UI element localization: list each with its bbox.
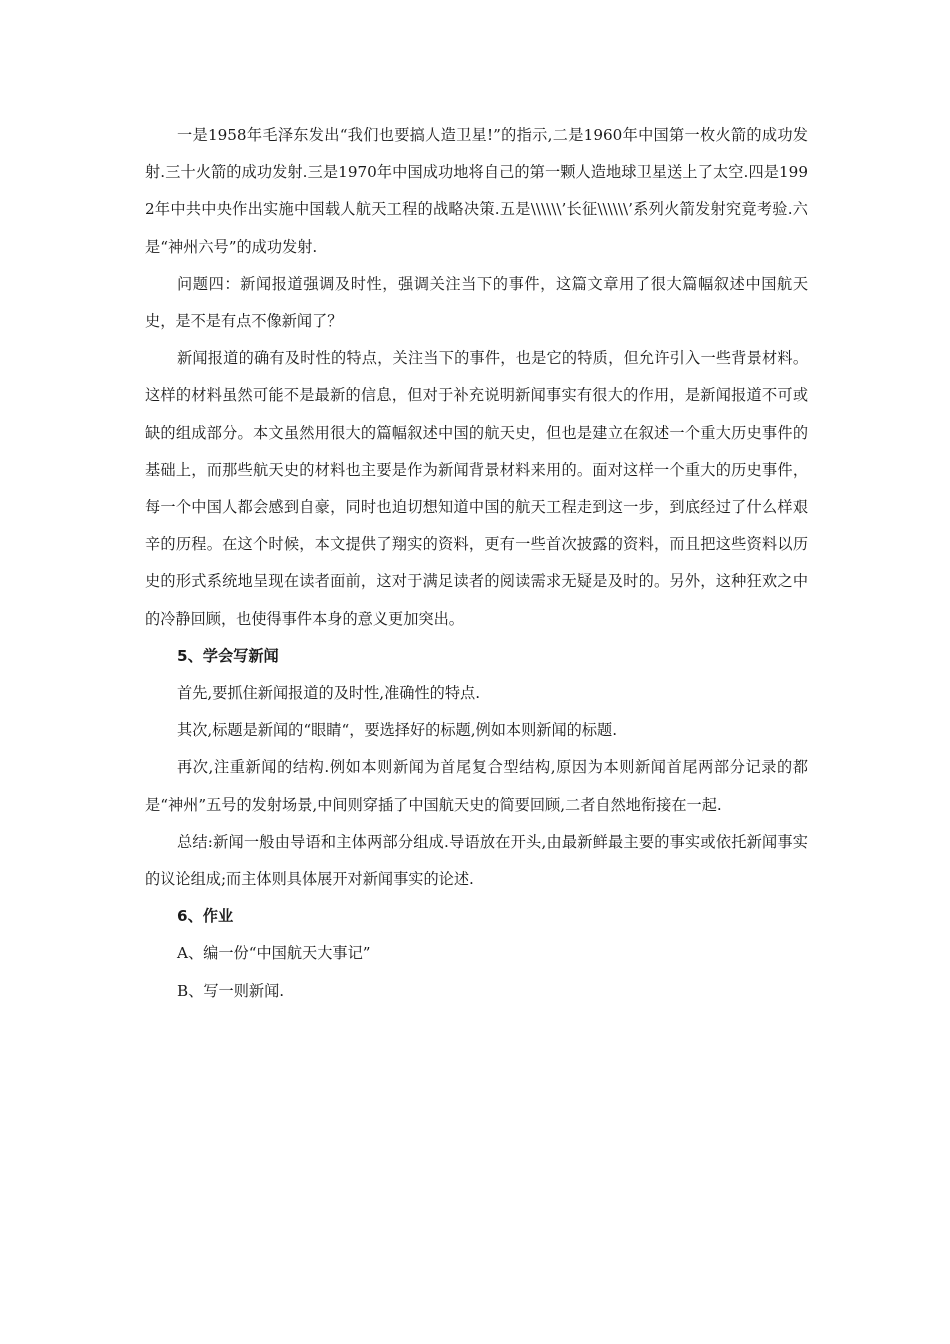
section-heading-learn-news-writing: 5、学会写新闻 <box>177 646 279 665</box>
paragraph-third: 再次,注重新闻的结构.例如本则新闻为首尾复合型结构,原因为本则新闻首尾两部分记录的都是“神州”五号的发射场景,中间则穿插了中国航天史的简要回顾,二者自然地衔接在一起. <box>145 758 808 814</box>
section-heading-homework: 6、作业 <box>177 907 234 926</box>
paragraph-first: 首先,要抓住新闻报道的及时性,准确性的特点. <box>177 684 481 703</box>
paragraph-question-four: 问题四：新闻报道强调及时性，强调关注当下的事件，这篇文章用了很大篇幅叙述中国航天史，是不是有点不像新闻了？ <box>145 274 808 331</box>
paragraph-milestones: 一是1958年毛泽东发出“我们也要搞人造卫星!”的指示,二是1960年中国第一枚火箭的成功发射.三十火箭的成功发射.三是1970年中国成功地将自己的第一颗人造地球卫星送上了太空.四是1992年中共中央作出实施中国载人航天工程的战略决策.五是\\\\\\’长征\\\\\\’系列火箭发射究竟考验.六是“神州六号”的成功发射. <box>145 126 808 256</box>
paragraph-summary: 总结:新闻一般由导语和主体两部分组成.导语放在开头,由最新鲜最主要的事实或依托新闻事实的议论组成;而主体则具体展开对新闻事实的论述. <box>145 832 808 889</box>
paragraph-second: 其次,标题是新闻的“眼睛“，要选择好的标题,例如本则新闻的标题. <box>177 721 618 740</box>
homework-item-b: B、写一则新闻. <box>177 981 285 1000</box>
homework-item-a: A、编一份“中国航天大事记” <box>177 944 371 963</box>
paragraph-answer-four: 新闻报道的确有及时性的特点，关注当下的事件，也是它的特质，但允许引入一些背景材料。这样的材料虽然可能不是最新的信息，但对于补充说明新闻事实有很大的作用，是新闻报道不可或缺的组成部分。本文虽然用很大的篇幅叙述中国的航天史，但也是建立在叙述一个重大历史事件的基础上，而那些航天史的材料也主要是作为新闻背景材料来用的。面对这样一个重大的历史事件，每一个中国人都会感到自豪，同时也迫切想知道中国的航天工程走到这一步，到底经过了什么样艰辛的历程。在这个时候，本文提供了翔实的资料，更有一些首次披露的资料，而且把这些资料以历史的形式系统地呈现在读者面前，这对于满足读者的阅读需求无疑是及时的。另外，这种狂欢之中的冷静回顾，也使得事件本身的意义更加突出。 <box>145 349 808 628</box>
document-body <box>145 117 808 1010</box>
